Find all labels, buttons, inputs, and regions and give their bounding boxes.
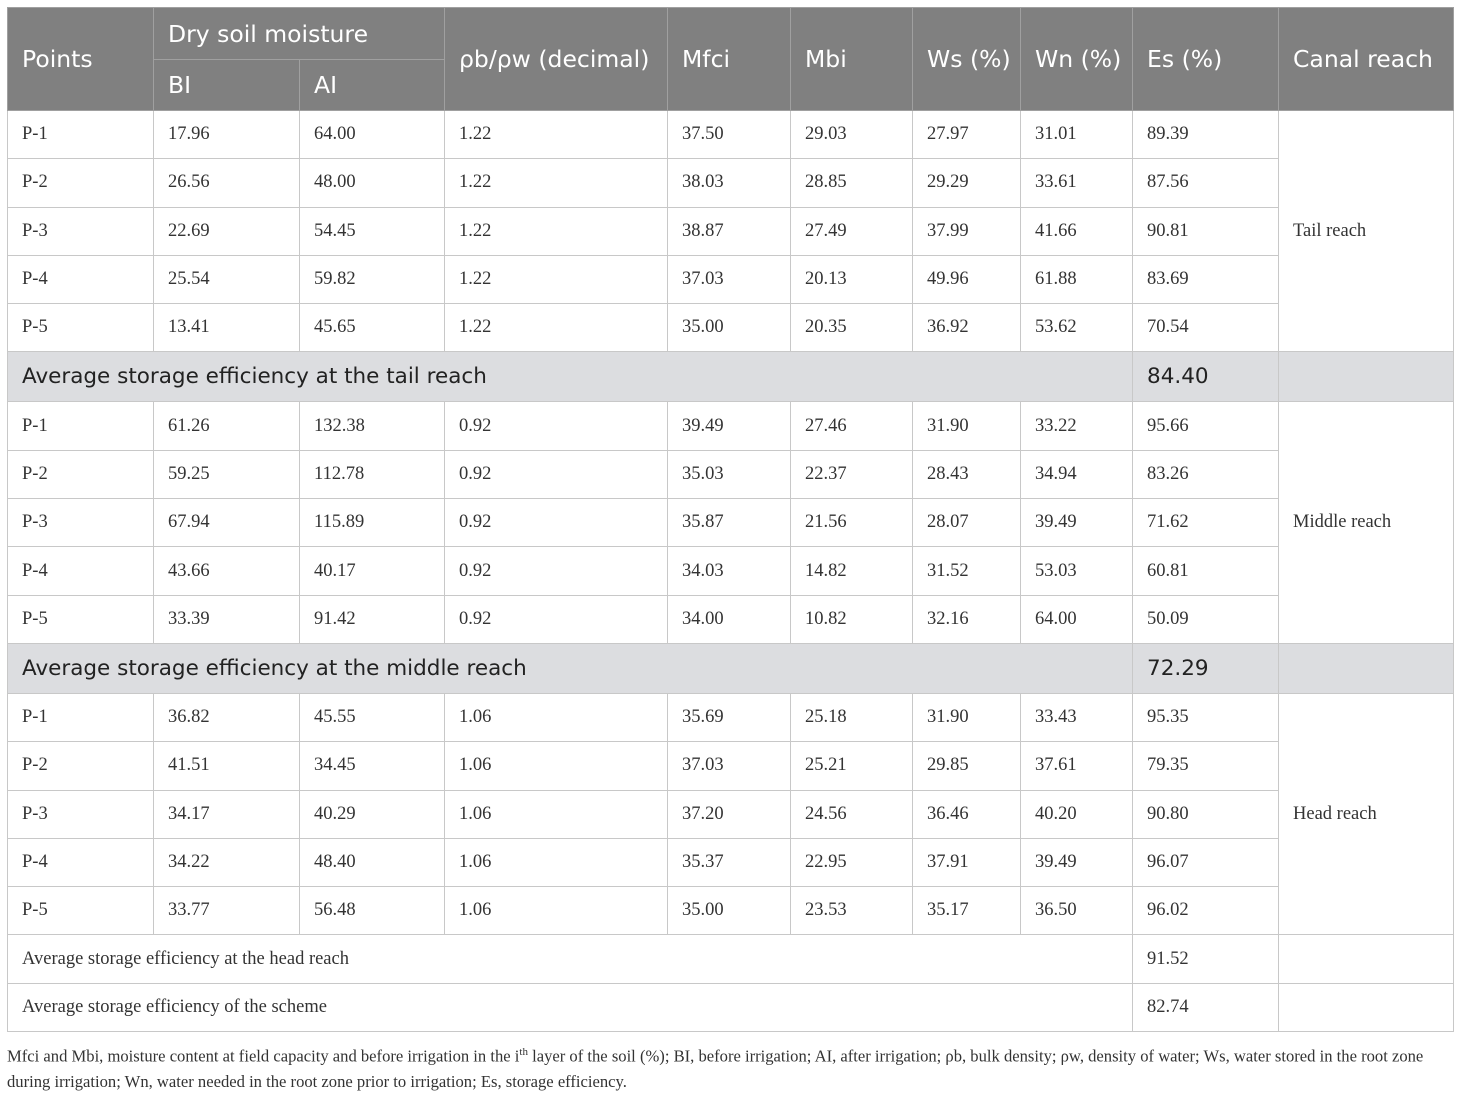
cell-bi: 61.26 — [154, 402, 300, 450]
table-footnote — [7, 1040, 1453, 1094]
average-empty-cell — [1279, 935, 1454, 983]
cell-es: 83.26 — [1133, 450, 1279, 498]
header-wn: Wn (%) — [1021, 8, 1133, 111]
cell-point: P-1 — [8, 693, 154, 741]
table-row — [8, 402, 1454, 450]
cell-mfci: 38.03 — [668, 159, 791, 207]
cell-point: P-5 — [8, 595, 154, 643]
cell-ai: 54.45 — [300, 207, 445, 255]
cell-density-ratio: 1.06 — [445, 838, 668, 886]
header-ws: Ws (%) — [913, 8, 1021, 111]
cell-mfci: 34.00 — [668, 595, 791, 643]
cell-point: P-2 — [8, 742, 154, 790]
scheme-average-value: 82.74 — [1133, 983, 1279, 1031]
cell-ws: 29.29 — [913, 159, 1021, 207]
header-bi: BI — [154, 60, 300, 111]
cell-density-ratio: 1.22 — [445, 304, 668, 352]
average-row — [8, 643, 1454, 693]
cell-ws: 37.99 — [913, 207, 1021, 255]
cell-es: 83.69 — [1133, 255, 1279, 303]
header-es: Es (%) — [1133, 8, 1279, 111]
cell-point: P-2 — [8, 159, 154, 207]
average-label: Average storage efficiency at the middle reach — [8, 643, 1133, 693]
cell-bi: 34.22 — [154, 838, 300, 886]
cell-wn: 33.22 — [1021, 402, 1133, 450]
cell-density-ratio: 1.22 — [445, 207, 668, 255]
cell-wn: 37.61 — [1021, 742, 1133, 790]
cell-wn: 31.01 — [1021, 111, 1133, 159]
cell-density-ratio: 1.06 — [445, 693, 668, 741]
table-row — [8, 450, 1454, 498]
cell-ws: 28.43 — [913, 450, 1021, 498]
cell-mfci: 35.00 — [668, 304, 791, 352]
cell-wn: 34.94 — [1021, 450, 1133, 498]
cell-es: 90.80 — [1133, 790, 1279, 838]
cell-mbi: 24.56 — [791, 790, 913, 838]
cell-es: 71.62 — [1133, 499, 1279, 547]
cell-es: 89.39 — [1133, 111, 1279, 159]
cell-es: 87.56 — [1133, 159, 1279, 207]
cell-ai: 132.38 — [300, 402, 445, 450]
cell-mfci: 39.49 — [668, 402, 791, 450]
header-mbi: Mbi — [791, 8, 913, 111]
cell-ai: 115.89 — [300, 499, 445, 547]
cell-es: 60.81 — [1133, 547, 1279, 595]
cell-mbi: 23.53 — [791, 887, 913, 935]
cell-mbi: 29.03 — [791, 111, 913, 159]
cell-ai: 45.55 — [300, 693, 445, 741]
cell-wn: 53.62 — [1021, 304, 1133, 352]
cell-point: P-2 — [8, 450, 154, 498]
cell-es: 95.66 — [1133, 402, 1279, 450]
cell-ws: 37.91 — [913, 838, 1021, 886]
table-row — [8, 255, 1454, 303]
cell-ai: 48.40 — [300, 838, 445, 886]
table-row — [8, 159, 1454, 207]
cell-mbi: 20.35 — [791, 304, 913, 352]
table-row — [8, 838, 1454, 886]
cell-mfci: 35.37 — [668, 838, 791, 886]
cell-point: P-5 — [8, 304, 154, 352]
header-dry-soil-moisture: Dry soil moisture — [154, 8, 445, 60]
cell-bi: 67.94 — [154, 499, 300, 547]
footnote-superscript: th — [519, 1046, 528, 1058]
cell-mfci: 34.03 — [668, 547, 791, 595]
cell-es: 50.09 — [1133, 595, 1279, 643]
cell-wn: 33.43 — [1021, 693, 1133, 741]
cell-ai: 40.29 — [300, 790, 445, 838]
cell-mbi: 20.13 — [791, 255, 913, 303]
cell-ai: 34.45 — [300, 742, 445, 790]
cell-wn: 61.88 — [1021, 255, 1133, 303]
cell-wn: 53.03 — [1021, 547, 1133, 595]
table-row — [8, 547, 1454, 595]
cell-point: P-5 — [8, 887, 154, 935]
table-row — [8, 111, 1454, 159]
cell-ai: 48.00 — [300, 159, 445, 207]
scheme-average-row — [8, 983, 1454, 1031]
cell-ws: 36.46 — [913, 790, 1021, 838]
cell-ws: 31.90 — [913, 693, 1021, 741]
cell-es: 70.54 — [1133, 304, 1279, 352]
header-mfci: Mfci — [668, 8, 791, 111]
cell-mbi: 10.82 — [791, 595, 913, 643]
cell-density-ratio: 1.22 — [445, 111, 668, 159]
cell-ws: 29.85 — [913, 742, 1021, 790]
cell-mbi: 22.37 — [791, 450, 913, 498]
cell-bi: 22.69 — [154, 207, 300, 255]
cell-ws: 31.90 — [913, 402, 1021, 450]
cell-ai: 40.17 — [300, 547, 445, 595]
cell-canal-reach: Middle reach — [1279, 402, 1454, 643]
cell-density-ratio: 1.06 — [445, 887, 668, 935]
cell-ai: 64.00 — [300, 111, 445, 159]
table-row — [8, 499, 1454, 547]
storage-efficiency-table — [7, 7, 1454, 1032]
average-label: Average storage efficiency at the tail reach — [8, 352, 1133, 402]
cell-mfci: 38.87 — [668, 207, 791, 255]
average-value: 91.52 — [1133, 935, 1279, 983]
table-row — [8, 790, 1454, 838]
table-row — [8, 595, 1454, 643]
cell-wn: 36.50 — [1021, 887, 1133, 935]
cell-mfci: 37.50 — [668, 111, 791, 159]
average-label: Average storage efficiency at the head reach — [8, 935, 1133, 983]
cell-bi: 36.82 — [154, 693, 300, 741]
cell-bi: 26.56 — [154, 159, 300, 207]
cell-density-ratio: 1.06 — [445, 790, 668, 838]
cell-ws: 36.92 — [913, 304, 1021, 352]
table-row — [8, 887, 1454, 935]
cell-density-ratio: 0.92 — [445, 499, 668, 547]
header-points: Points — [8, 8, 154, 111]
cell-ai: 59.82 — [300, 255, 445, 303]
cell-point: P-4 — [8, 838, 154, 886]
cell-density-ratio: 0.92 — [445, 450, 668, 498]
cell-wn: 40.20 — [1021, 790, 1133, 838]
cell-mfci: 35.87 — [668, 499, 791, 547]
average-row — [8, 352, 1454, 402]
table-row — [8, 742, 1454, 790]
average-empty-cell — [1279, 643, 1454, 693]
cell-mbi: 22.95 — [791, 838, 913, 886]
cell-bi: 34.17 — [154, 790, 300, 838]
cell-wn: 41.66 — [1021, 207, 1133, 255]
cell-bi: 25.54 — [154, 255, 300, 303]
cell-point: P-3 — [8, 499, 154, 547]
cell-ws: 28.07 — [913, 499, 1021, 547]
footnote-text-part1: Mfci and Mbi, moisture content at field capacity and before irrigation in the i — [7, 1046, 520, 1066]
table-container — [7, 7, 1453, 1032]
header-ai: AI — [300, 60, 445, 111]
table-row — [8, 693, 1454, 741]
cell-bi: 59.25 — [154, 450, 300, 498]
cell-mfci: 37.03 — [668, 255, 791, 303]
cell-ai: 91.42 — [300, 595, 445, 643]
cell-ws: 32.16 — [913, 595, 1021, 643]
cell-bi: 13.41 — [154, 304, 300, 352]
cell-ai: 56.48 — [300, 887, 445, 935]
cell-wn: 33.61 — [1021, 159, 1133, 207]
cell-bi: 33.77 — [154, 887, 300, 935]
cell-point: P-4 — [8, 547, 154, 595]
cell-wn: 64.00 — [1021, 595, 1133, 643]
table-header — [8, 8, 1454, 111]
cell-mfci: 35.03 — [668, 450, 791, 498]
cell-bi: 43.66 — [154, 547, 300, 595]
cell-mbi: 25.21 — [791, 742, 913, 790]
average-value: 84.40 — [1133, 352, 1279, 402]
cell-ws: 31.52 — [913, 547, 1021, 595]
cell-mfci: 35.00 — [668, 887, 791, 935]
table-body — [8, 111, 1454, 1032]
cell-mfci: 37.20 — [668, 790, 791, 838]
cell-point: P-3 — [8, 207, 154, 255]
cell-density-ratio: 1.06 — [445, 742, 668, 790]
cell-point: P-1 — [8, 402, 154, 450]
cell-es: 96.02 — [1133, 887, 1279, 935]
cell-density-ratio: 0.92 — [445, 547, 668, 595]
cell-mbi: 14.82 — [791, 547, 913, 595]
footnote-text-part2: layer of the soil (%); BI, before irrigation; AI, after irrigation; ρb, bulk density; ρw, density of water; Ws, water stored in the root zone during irrigation; Wn, water needed in the root zone prior to irrigation; Es, storage efficiency. — [7, 1046, 1424, 1091]
average-empty-cell — [1279, 352, 1454, 402]
cell-point: P-3 — [8, 790, 154, 838]
cell-ws: 49.96 — [913, 255, 1021, 303]
cell-density-ratio: 0.92 — [445, 595, 668, 643]
cell-canal-reach: Head reach — [1279, 693, 1454, 934]
cell-mbi: 25.18 — [791, 693, 913, 741]
cell-bi: 41.51 — [154, 742, 300, 790]
cell-mbi: 27.46 — [791, 402, 913, 450]
cell-bi: 17.96 — [154, 111, 300, 159]
average-row — [8, 935, 1454, 983]
average-value: 72.29 — [1133, 643, 1279, 693]
scheme-average-label: Average storage efficiency of the scheme — [8, 983, 1133, 1031]
cell-mbi: 28.85 — [791, 159, 913, 207]
cell-wn: 39.49 — [1021, 499, 1133, 547]
header-canal-reach: Canal reach — [1279, 8, 1454, 111]
table-row — [8, 207, 1454, 255]
cell-mbi: 27.49 — [791, 207, 913, 255]
cell-density-ratio: 1.22 — [445, 255, 668, 303]
cell-ws: 35.17 — [913, 887, 1021, 935]
cell-bi: 33.39 — [154, 595, 300, 643]
header-density-ratio: ρb/ρw (decimal) — [445, 8, 668, 111]
cell-ai: 112.78 — [300, 450, 445, 498]
cell-wn: 39.49 — [1021, 838, 1133, 886]
cell-point: P-1 — [8, 111, 154, 159]
cell-point: P-4 — [8, 255, 154, 303]
cell-canal-reach: Tail reach — [1279, 111, 1454, 352]
cell-density-ratio: 1.22 — [445, 159, 668, 207]
cell-es: 79.35 — [1133, 742, 1279, 790]
cell-ai: 45.65 — [300, 304, 445, 352]
cell-mfci: 37.03 — [668, 742, 791, 790]
cell-es: 90.81 — [1133, 207, 1279, 255]
cell-mfci: 35.69 — [668, 693, 791, 741]
cell-es: 95.35 — [1133, 693, 1279, 741]
cell-mbi: 21.56 — [791, 499, 913, 547]
cell-density-ratio: 0.92 — [445, 402, 668, 450]
cell-es: 96.07 — [1133, 838, 1279, 886]
cell-ws: 27.97 — [913, 111, 1021, 159]
scheme-average-empty-cell — [1279, 983, 1454, 1031]
table-row — [8, 304, 1454, 352]
